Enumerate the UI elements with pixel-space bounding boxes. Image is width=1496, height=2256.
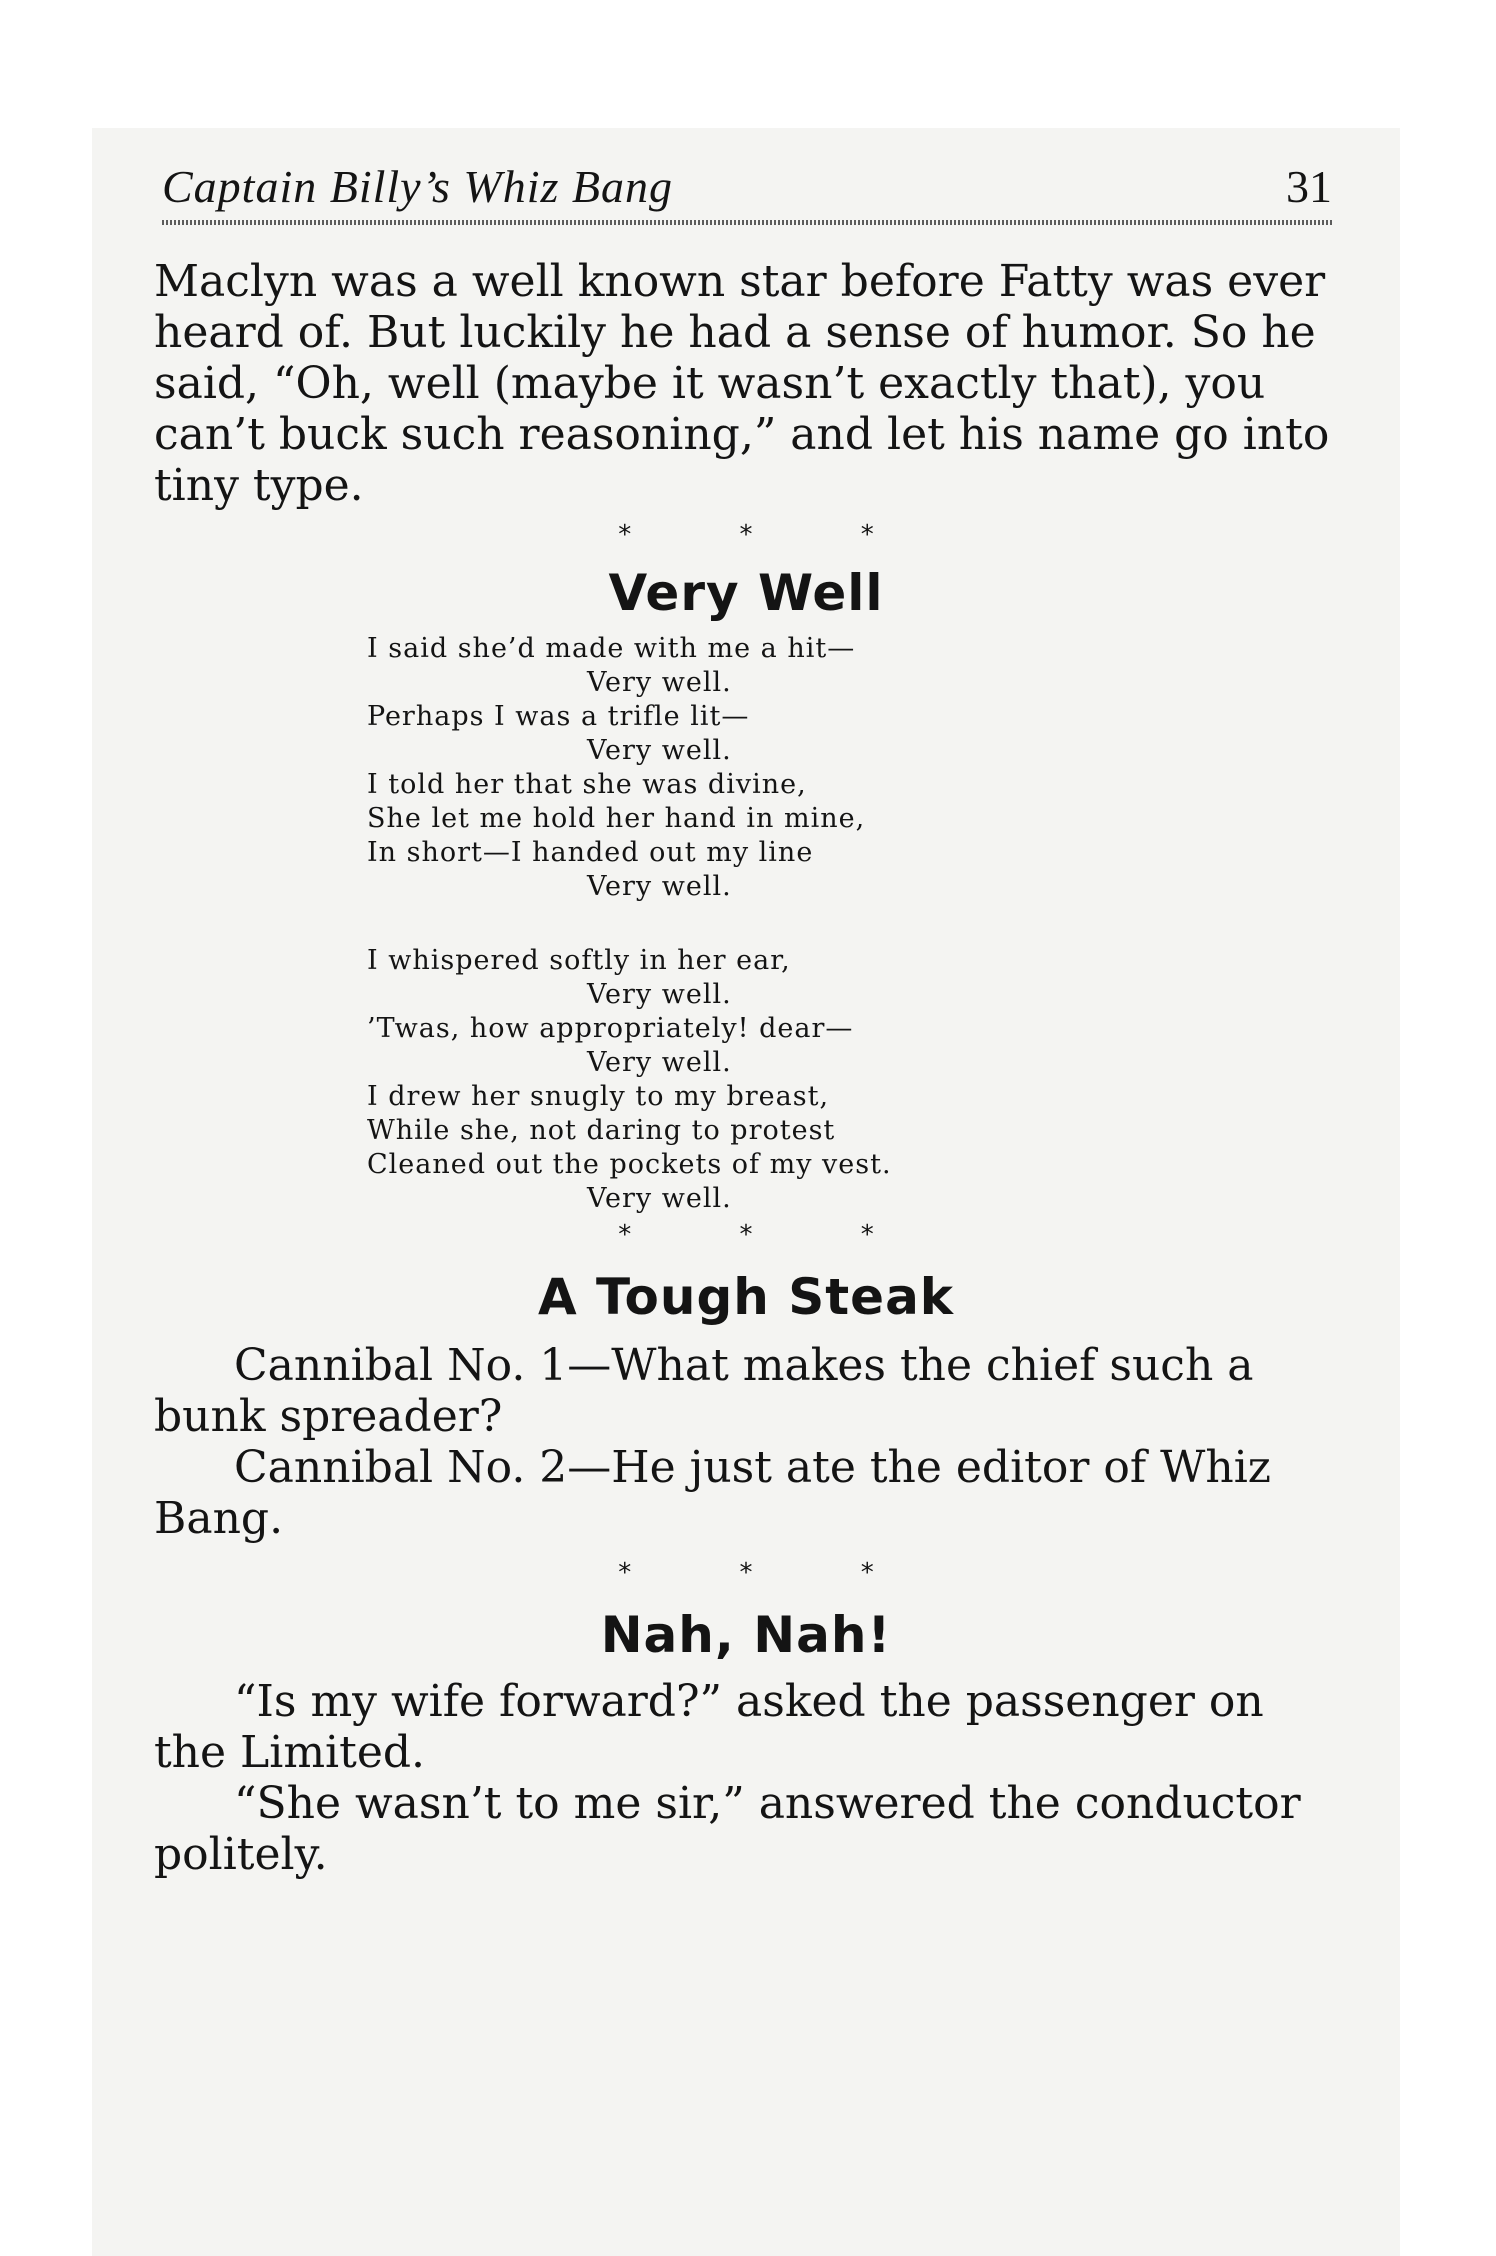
poem-refrain: Very well. [587,979,732,1010]
poem-line: I told her that she was divine, [367,769,807,800]
poem-line: While she, not daring to protest [367,1115,836,1146]
poem-line: ’Twas, how appropriately! dear— [367,1013,854,1044]
nah-nah-line-1: “Is my wife forward?” asked the passenger on the Limited. [154,1676,1264,1778]
poem-line: Perhaps I was a trifle lit— [367,701,750,732]
poem-refrain: Very well. [587,1047,732,1078]
tough-steak-body [154,1340,1334,1544]
poem-refrain: Very well. [587,1183,732,1214]
heading-nah-nah: Nah, Nah! [600,1606,892,1664]
page-number: 31 [1286,161,1332,212]
poem-line: I drew her snugly to my breast, [367,1081,830,1112]
poem-line: Cleaned out the pockets of my vest. [367,1149,892,1180]
poem-stanza-1 [367,632,1087,904]
poem-stanza-2 [367,944,1087,1216]
running-title: Captain Billy’s Whiz Bang [162,161,673,212]
poem-line: In short—I handed out my line [367,837,814,868]
nah-nah-line-2: “She wasn’t to me sir,” answered the conductor politely. [154,1778,1301,1880]
heading-tough-steak: A Tough Steak [537,1268,955,1326]
heading-very-well: Very Well [608,564,884,622]
page [92,128,1400,2256]
poem-line: She let me hold her hand in mine, [367,803,866,834]
separator-stars-1: * * * [618,520,924,550]
poem-refrain: Very well. [587,667,732,698]
separator-stars-3: * * * [618,1558,924,1588]
poem-line: I whispered softly in her ear, [367,945,791,976]
poem-refrain: Very well. [587,735,732,766]
intro-paragraph [154,256,1334,511]
tough-steak-line-2: Cannibal No. 2—He just ate the editor of Whiz Bang. [154,1442,1271,1544]
header-rule [162,220,1332,225]
poem-line: I said she’d made with me a hit— [367,633,856,664]
separator-stars-2: * * * [618,1220,924,1250]
page-header [162,150,1332,220]
nah-nah-body [154,1676,1334,1880]
poem-refrain: Very well. [587,871,732,902]
intro-text: Maclyn was a well known star before Fatty was ever heard of. But luckily he had a sense of humor. So he said, “Oh, well (maybe it wasn’t exactly that), you can’t buck such reasoning,” and let his name go into tiny type. [154,256,1330,511]
tough-steak-line-1: Cannibal No. 1—What makes the chief such a bunk spreader? [154,1340,1254,1442]
